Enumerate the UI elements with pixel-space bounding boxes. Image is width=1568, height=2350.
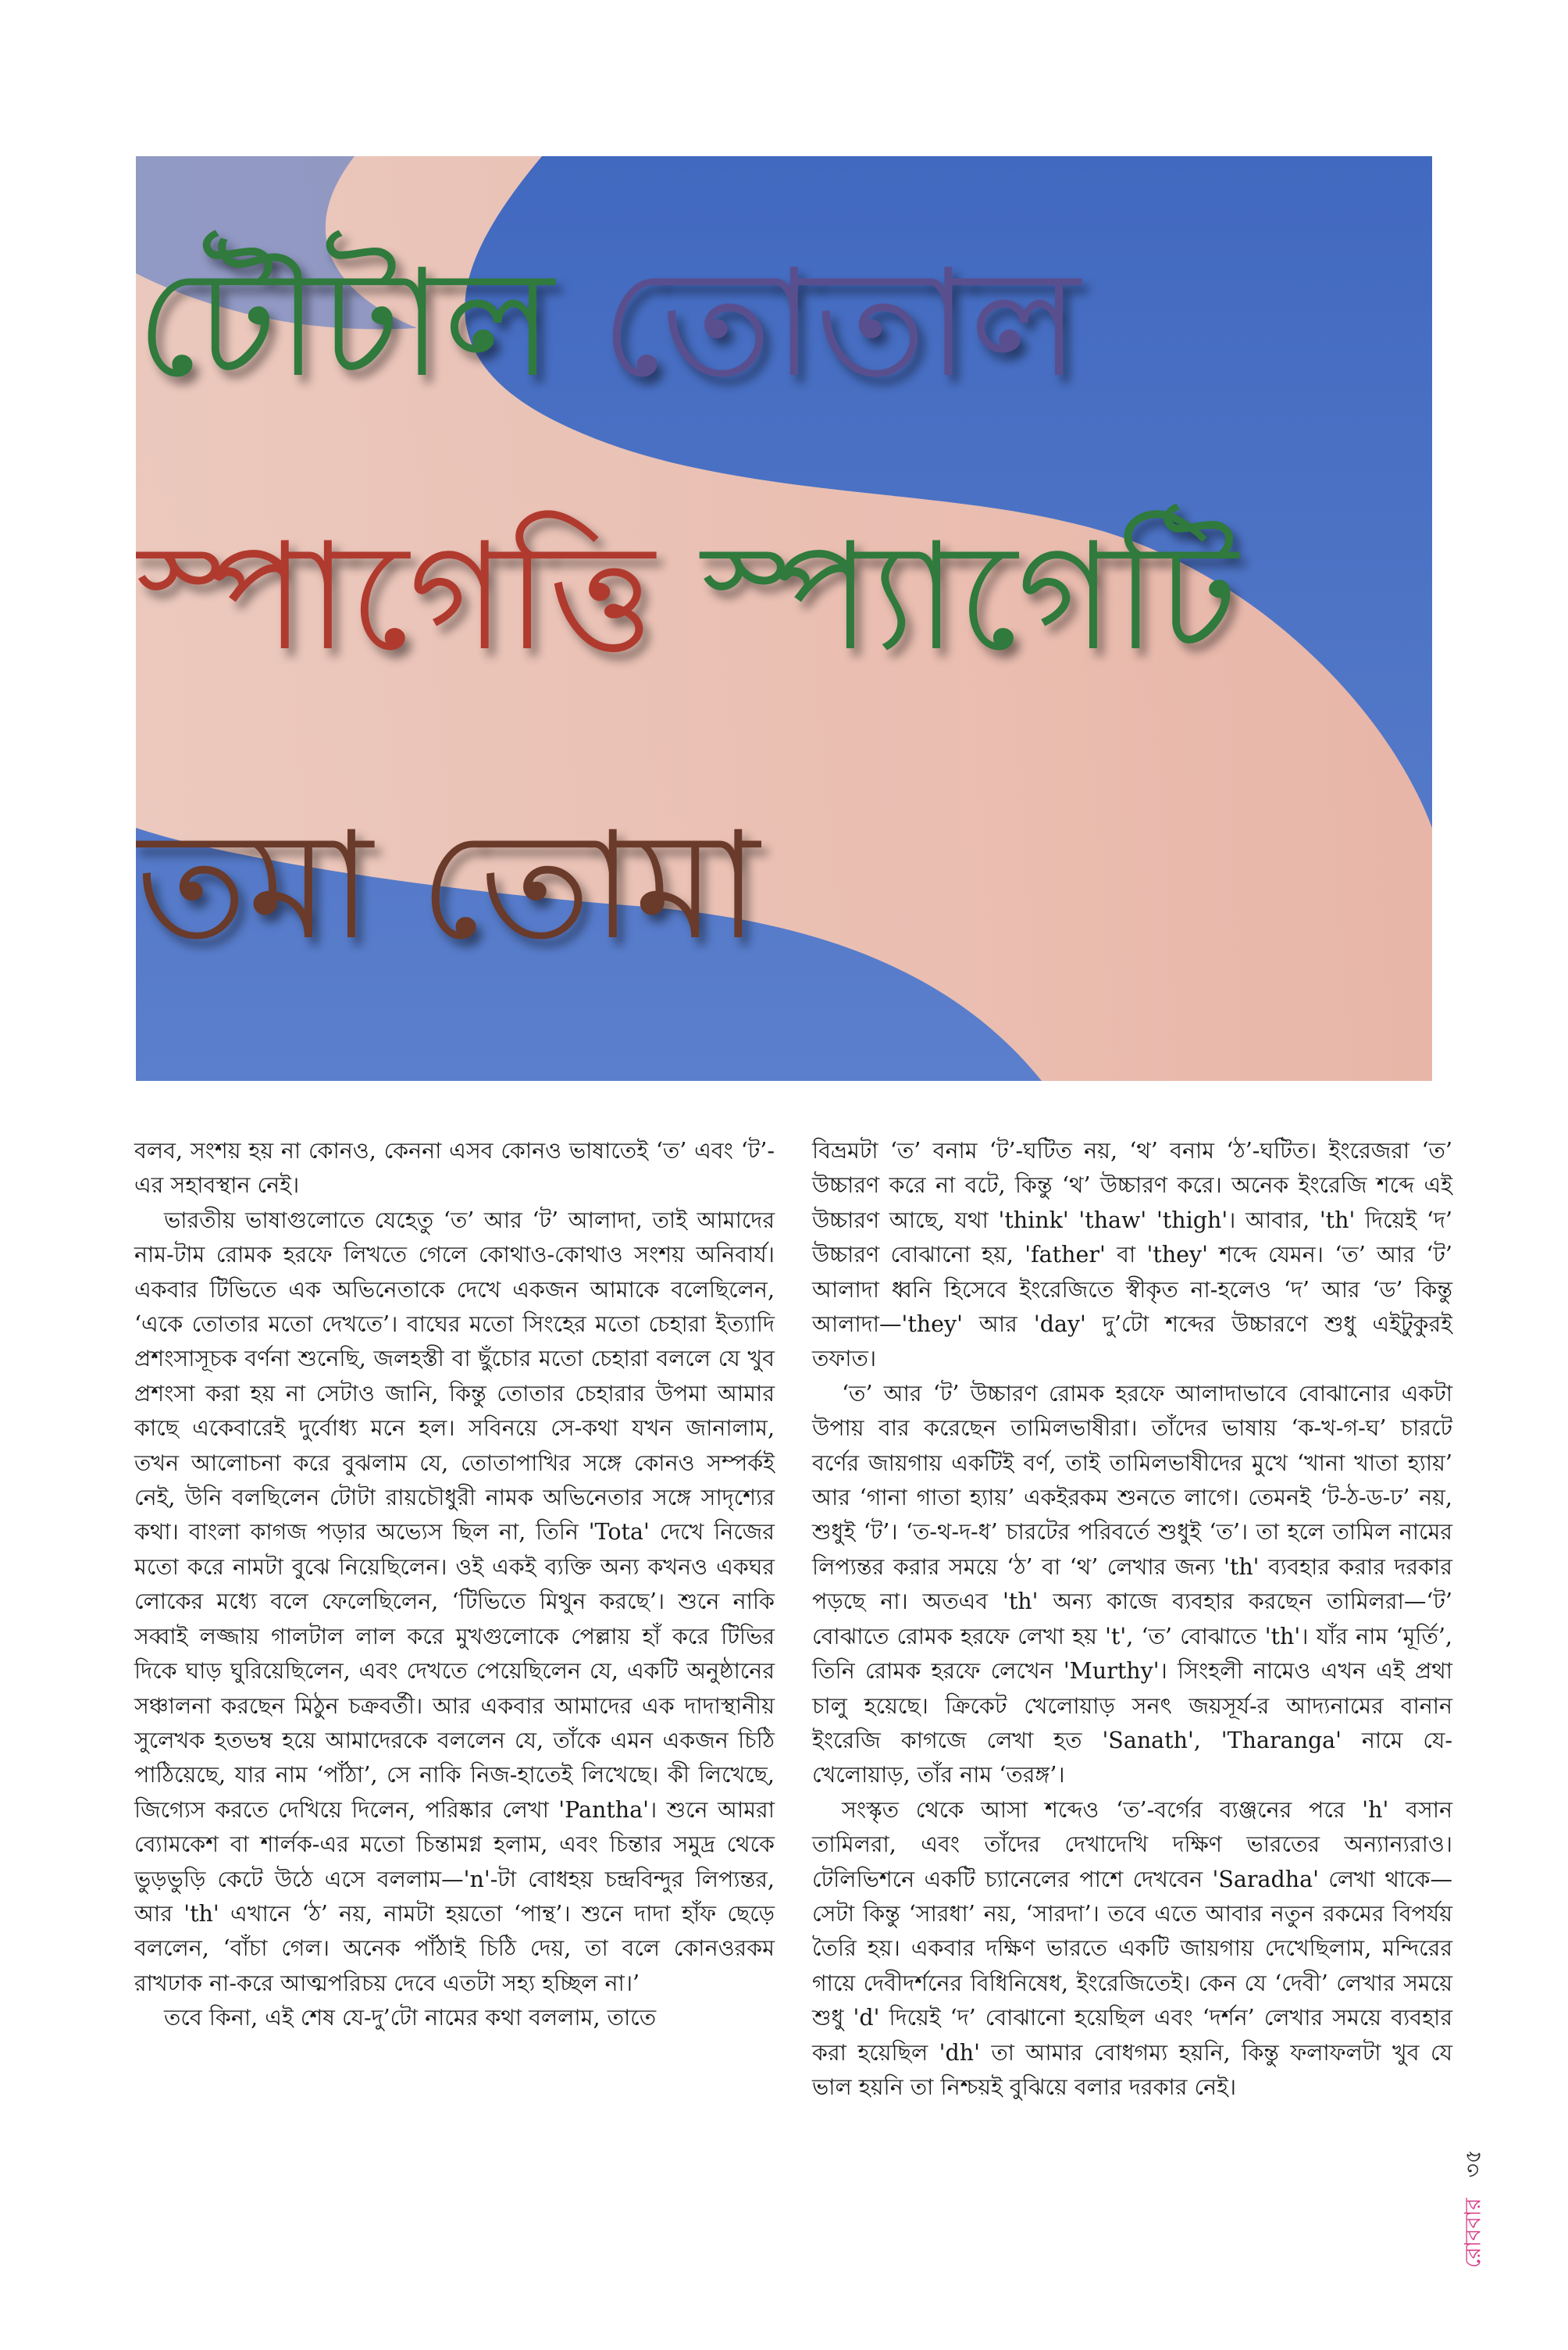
article-column-right (812, 1134, 1452, 2105)
title-word: তোমা (419, 800, 760, 972)
title-word: টৌটাল (136, 237, 554, 410)
title-line-1 (136, 237, 1432, 410)
page-number: ৩৫ (1459, 2149, 1486, 2178)
title-line-2 (136, 511, 1432, 683)
article-column-left (134, 1134, 775, 2036)
title-word: তোতাল (600, 237, 1081, 410)
paragraph: তবে কিনা, এই শেষ যে-দু’টো নামের কথা বললাম, তাতে (164, 2005, 657, 2031)
title-word: স্পাগেত্তি (136, 511, 655, 683)
title-banner (136, 156, 1432, 1081)
paragraph: সংস্কৃত থেকে আসা শব্দেও ‘ত’-বর্গের ব্যঞ্জনের পরে 'h' বসান তামিলরা, এবং তাঁদের দেখাদেখি দক্ষিণ ভারতের অন্যান্যরাও। টেলিভিশনে একটি চ্যানেলের পাশে দেখবেন 'Saradha' লেখা থাকে—সেটা কিন্তু ‘সারধা’ নয়, ‘সারদা’। তবে এতে আবার নতুন রকমের বিপর্যয় তৈরি হয়। একবার দক্ষিণ ভারতে একটি জায়গায় দেখেছিলাম, মন্দিরের গায়ে দেবীদর্শনের বিধিনিষেধ, ইংরেজিতেই। কেন যে ‘দেবী’ লেখার সময়ে শুধু 'd' দিয়েই ‘দ’ বোঝানো হয়েছিল এবং ‘দর্শন’ লেখার সময়ে ব্যবহার করা হয়েছিল 'dh' তা আমার বোধগম্য হয়নি, কিন্তু ফলাফলটা খুব যে ভাল হয়নি তা নিশ্চয়ই বুঝিয়ে বলার দরকার নেই। (812, 1796, 1452, 2100)
paragraph: বলব, সংশয় হয় না কোনও, কেননা এসব কোনও ভাষাতেই ‘ত’ এবং ‘ট’-এর সহাবস্থান নেই। (134, 1138, 775, 1199)
title-line-3 (136, 800, 1432, 972)
footer-rotated (1456, 2149, 1493, 2268)
page-footer (1459, 2123, 1490, 2295)
paragraph: ভারতীয় ভাষাগুলোতে যেহেতু ‘ত’ আর ‘ট’ আলাদা, তাই আমাদের নাম-টাম রোমক হরফে লিখতে গেলে কোথাও-কোথাও সংশয় অনিবার্য। একবার টিভিতে এক অভিনেতাকে দেখে একজন আমাকে বলেছিলেন, ‘একে তোতার মতো দেখতে’। বাঘের মতো সিংহের মতো চেহারা ইত্যাদি প্রশংসাসূচক বর্ণনা শুনেছি, জলহস্তী বা ছুঁচোর মতো চেহারা বললে যে খুব প্রশংসা করা হয় না সেটাও জানি, কিন্তু তোতার চেহারার উপমা আমার কাছে একেবারেই দুর্বোধ্য মনে হল। সবিনয়ে সে-কথা যখন জানালাম, তখন আলোচনা করে বুঝলাম যে, তোতাপাখির সঙ্গে কোনও সম্পর্কই নেই, উনি বলছিলেন টোটা রায়চৌধুরী নামক অভিনেতার সঙ্গে সাদৃশ্যের কথা। বাংলা কাগজ পড়ার অভ্যেস ছিল না, তিনি 'Tota' দেখে নিজের মতো করে নামটা বুঝে নিয়েছিলেন। ওই একই ব্যক্তি অন্য কখনও একঘর লোকের মধ্যে বলে ফেলেছিলেন, ‘টিভিতে মিথুন করছে’। শুনে নাকি সব্বাই লজ্জায় গালটাল লাল করে মুখগুলোকে পেল্লায় হাঁ করে টিভির দিকে ঘাড় ঘুরিয়েছিলেন, এবং দেখতে পেয়েছিলেন যে, একটি অনুষ্ঠানের সঞ্চালনা করছেন মিঠুন চক্রবর্তী। আর একবার আমাদের এক দাদাস্থানীয় সুলেখক হতভম্ব হয়ে আমাদেরকে বললেন যে, তাঁকে এমন একজন চিঠি পাঠিয়েছে, যার নাম ‘পাঁঠা’, সে নাকি নিজ-হাতেই লিখেছে। কী লিখেছে, জিগ্যেস করতে দেখিয়ে দিলেন, পরিষ্কার লেখা 'Pantha'। শুনে আমরা ব্যোমকেশ বা শার্লক-এর মতো চিন্তামগ্ন হলাম, এবং চিন্তার সমুদ্র থেকে ভুড়ভুড়ি কেটে উঠে এসে বললাম—'n'-টা বোধহয় চন্দ্রবিন্দুর লিপ্যন্তর, আর 'th' এখানে ‘ঠ’ নয়, নামটা হয়তো ‘পান্থ’। শুনে দাদা হাঁফ ছেড়ে বললেন, ‘বাঁচা গেল। অনেক পাঁঠাই চিঠি দেয়, তা বলে কোনওরকম রাখঢাক না-করে আত্মপরিচয় দেবে এতটা সহ্য হচ্ছিল না।’ (134, 1207, 775, 1996)
publication-name: রোববার (1459, 2198, 1486, 2268)
paragraph: বিভ্রমটা ‘ত’ বনাম ‘ট’-ঘটিত নয়, ‘থ’ বনাম ‘ঠ’-ঘটিত। ইংরেজরা ‘ত’ উচ্চারণ করে না বটে, কিন্তু ‘থ’ উচ্চারণ করে। অনেক ইংরেজি শব্দে এই উচ্চারণ আছে, যথা 'think' 'thaw' 'thigh'। আবার, 'th' দিয়েই ‘দ’ উচ্চারণ বোঝানো হয়, 'father' বা 'they' শব্দে যেমন। ‘ত’ আর ‘ট’ আলাদা ধ্বনি হিসেবে ইংরেজিতে স্বীকৃত না-হলেও ‘দ’ আর ‘ড’ কিন্তু আলাদা—'they' আর 'day' দু’টো শব্দের উচ্চারণে শুধু এইটুকুরই তফাত। (812, 1138, 1452, 1372)
title-word: স্প্যাগেটি (701, 511, 1238, 683)
title-word: তমা (136, 800, 373, 972)
paragraph: ‘ত’ আর ‘ট’ উচ্চারণ রোমক হরফে আলাদাভাবে বোঝানোর একটা উপায় বার করেছেন তামিলভাষীরা। তাঁদের ভাষায় ‘ক-খ-গ-ঘ’ চারটে বর্ণের জায়গায় একটিই বর্ণ, তাই তামিলভাষীদের মুখে ‘খানা খাতা হ্যায়’ আর ‘গানা গাতা হ্যায়’ একইরকম শুনতে লাগে। তেমনই ‘ট-ঠ-ড-ঢ’ নয়, শুধুই ‘ট’। ‘ত-থ-দ-ধ’ চারটের পরিবর্তে শুধুই ‘ত’। তা হলে তামিল নামের লিপ্যন্তর করার সময়ে ‘ঠ’ বা ‘থ’ লেখার জন্য 'th' ব্যবহার করার দরকার পড়ছে না। অতএব 'th' অন্য কাজে ব্যবহার করছেন তামিলরা—‘ট’ বোঝাতে রোমক হরফে লেখা হয় 't', ‘ত’ বোঝাতে 'th'। যাঁর নাম ‘মূর্তি’, তিনি রোমক হরফে লেখেন 'Murthy'। সিংহলী নামেও এখন এই প্রথা চালু হয়েছে। ক্রিকেট খেলোয়াড় সনৎ জয়সূর্য-র আদ্যনামের বানান ইংরেজি কাগজে লেখা হত 'Sanath', 'Tharanga' নামে যে-খেলোয়াড়, তাঁর নাম ‘তরঙ্গ’। (812, 1380, 1452, 1788)
